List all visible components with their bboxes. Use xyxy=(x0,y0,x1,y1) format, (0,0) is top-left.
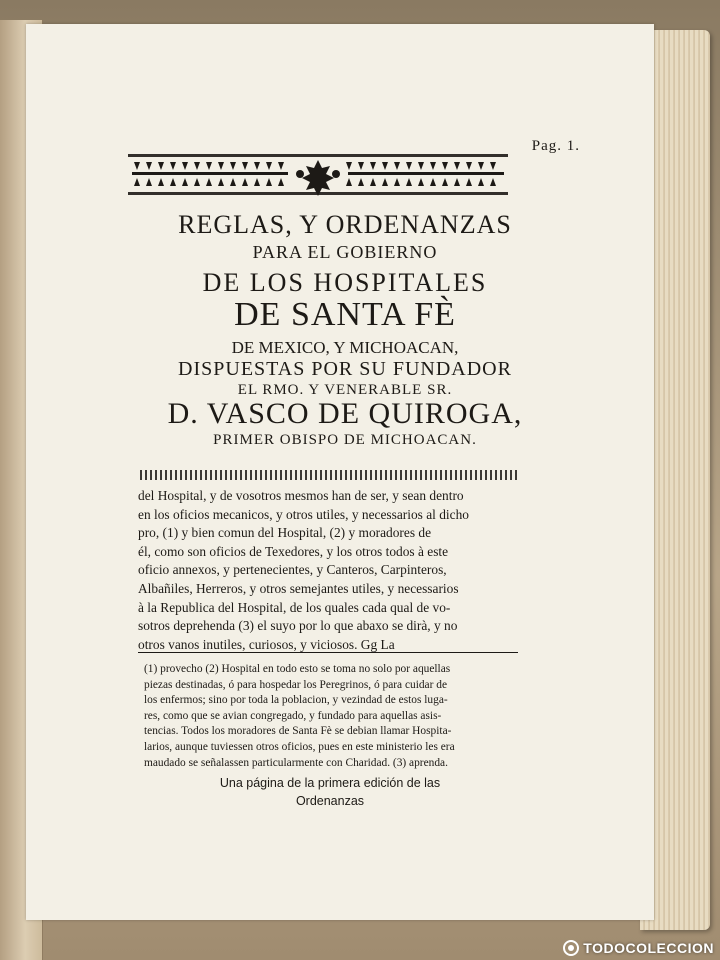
title-line-1: REGLAS, Y ORDENANZAS xyxy=(178,210,512,239)
body-line: del Hospital, y de vosotros mesmos han de ser, y sean dentro xyxy=(138,488,464,503)
watermark xyxy=(563,940,714,956)
body-line: oficio annexos, y pertenecientes, y Canteros, Carpinteros, xyxy=(138,562,447,578)
decorative-ornament-band xyxy=(128,152,508,198)
body-line: Albañiles, Herreros, y otros semejantes utiles, y necessarios xyxy=(138,580,459,596)
body-line: sotros deprehenda (3) el suyo por lo que abaxo se dirà, y no xyxy=(138,618,458,634)
title-line-7: EL RMO. Y VENERABLE SR. xyxy=(237,382,453,398)
page-number: Pag. 1. xyxy=(531,138,580,154)
footnote-line: larios, aunque tuviessen otros oficios, pues en este ministerio les era xyxy=(144,740,455,753)
caption xyxy=(140,774,520,810)
footnote-line: tencias. Todos los moradores de Santa Fè se debian llamar Hospita- xyxy=(144,725,452,738)
title-line-5: DE MEXICO, Y MICHOACAN, xyxy=(231,338,459,357)
title-line-9: PRIMER OBISPO DE MICHOACAN. xyxy=(213,432,477,448)
watermark-logo-icon xyxy=(563,940,579,956)
body-line: otros vanos inutiles, curiosos, y viciosos. Gg La xyxy=(138,636,395,652)
body-line: en los oficios mecanicos, y otros utiles, y necessarios al dicho xyxy=(138,506,469,522)
body-line: él, como son oficios de Texedores, y los otros todos à este xyxy=(138,543,449,559)
body-line: pro, (1) y bien comun del Hospital, (2) y moradores de xyxy=(138,525,432,541)
footnotes xyxy=(144,662,520,771)
footnote-line: los enfermos; sino por toda la poblacion, y vezindad de estos luga- xyxy=(144,694,448,707)
footnote-line: maudado se señalassen particularmente con Charidad. (3) aprenda. xyxy=(144,756,448,769)
title-line-8: D. VASCO DE QUIROGA, xyxy=(167,397,523,430)
title-line-3: DE LOS HOSPITALES xyxy=(202,268,488,297)
dotted-rule xyxy=(140,470,520,480)
caption-line-2: Ordenanzas xyxy=(295,794,365,808)
footnote-line: piezas destinadas, ó para hospedar los Peregrinos, ó para cuidar de xyxy=(144,678,448,691)
title-line-2: PARA EL GOBIERNO xyxy=(252,242,438,262)
watermark-text: TODOCOLECCION xyxy=(583,940,714,956)
title-line-4: DE SANTA FÈ xyxy=(234,296,456,333)
footnote-separator xyxy=(138,652,518,653)
body-line: à la Republica del Hospital, de los quales cada qual de vo- xyxy=(138,599,451,615)
body-text xyxy=(138,487,518,654)
footnote-line: res, como que se avian congregado, y fundado para aquellas asis- xyxy=(144,709,442,722)
title-line-6: DISPUESTAS POR SU FUNDADOR xyxy=(178,358,512,380)
caption-line-1: Una página de la primera edición de las xyxy=(219,776,441,790)
footnote-line: (1) provecho (2) Hospital en todo esto se toma no solo por aquellas xyxy=(144,663,451,675)
